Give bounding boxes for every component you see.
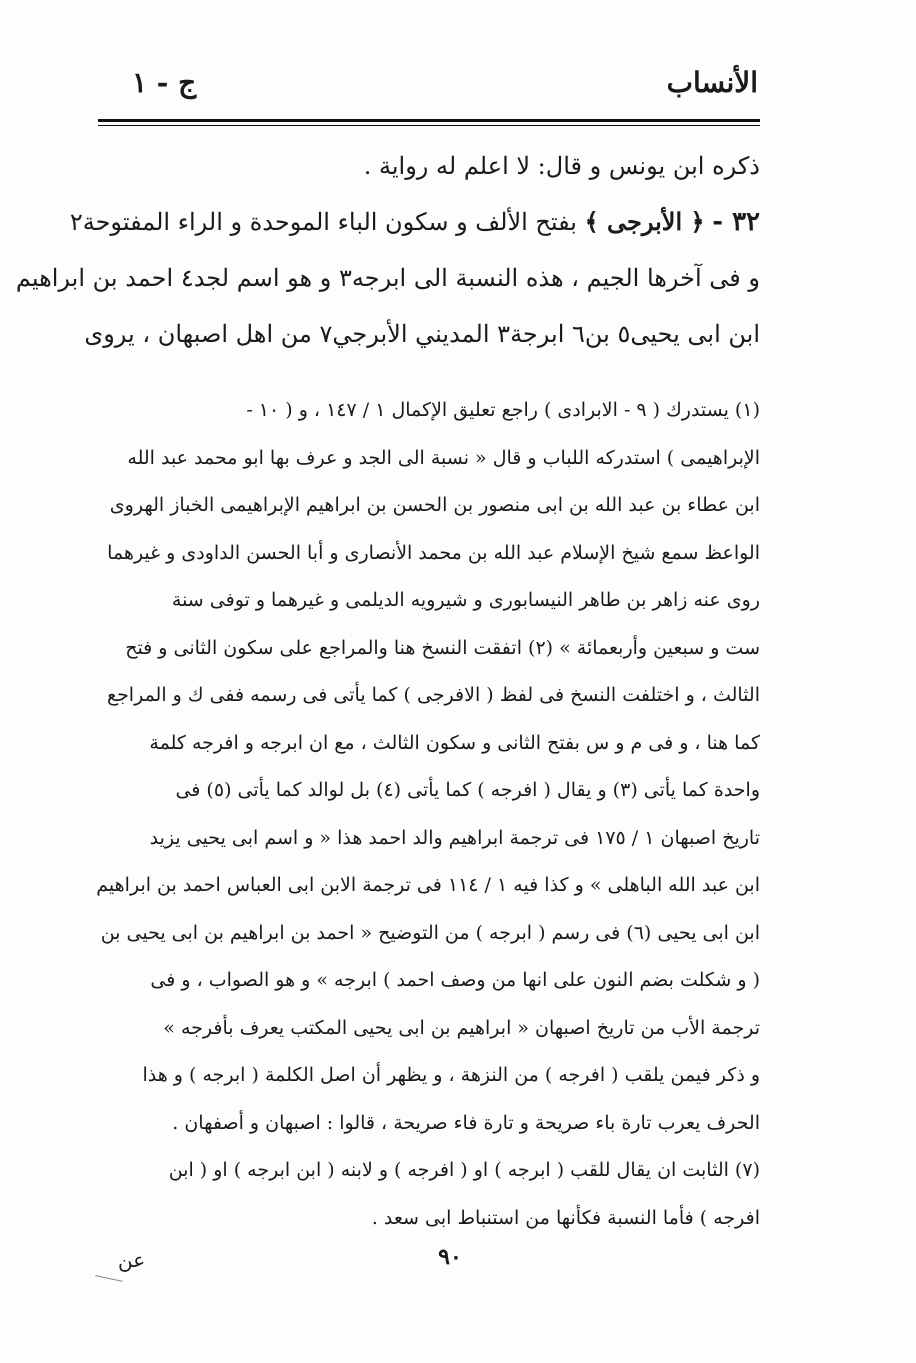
body-line: ذكره ابن يونس و قال: لا اعلم له رواية . [363, 152, 760, 180]
footnote-line: ست و سبعين وأربعمائة » (٢) اتفقت النسخ هنا والمراجع على سكون الثانى و فتح [125, 636, 760, 659]
running-header [98, 62, 758, 112]
footnote-line: افرجه ) فأما النسبة فكأنها من استنباط ابى سعد . [371, 1206, 760, 1229]
footnote-line: كما هنا ، و فى م و س بفتح الثانى و سكون الثالث ، مع ان ابرجه و افرجه كلمة [149, 731, 760, 754]
book-title: الأنساب [666, 66, 758, 99]
main-text [15, 138, 760, 362]
body-line-text: بفتح الألف و سكون الباء الموحدة و الراء المفتوحة٢ [69, 208, 577, 236]
footnote-line: ابن ابى يحيى (٦) فى رسم ( ابرجه ) من التوضيح « احمد بن ابراهيم بن ابى يحيى بن [100, 921, 760, 944]
scan-mark [95, 1275, 123, 1282]
entry-number: ٣٢ - [712, 207, 760, 237]
footnote-line: ابن عطاء بن عبد الله بن ابى منصور بن الحسن بن ابراهيم الإبراهيمى الخباز الهروى [109, 494, 760, 516]
footnote-line: (٧) الثابت ان يقال للقب ( ابرجه ) او ( افرجه ) و لابنه ( ابن ابرجه ) او ( ابن [168, 1159, 760, 1181]
footnote-line: تاريخ اصبهان ١ / ١٧٥ فى ترجمة ابراهيم والد احمد هذا « و اسم ابى يحيى يزيد [149, 826, 760, 849]
footnote-line: ( و شكلت بضم النون على انها من وصف احمد ) ابرجه » و هو الصواب ، و فى [150, 969, 760, 991]
footnote-line: و ذكر فيمن يلقب ( افرجه ) من النزهة ، و يظهر أن اصل الكلمة ( ابرجه ) و هذا [142, 1064, 760, 1086]
page-number: ٩٠ [438, 1244, 462, 1270]
body-line: ابن ابى يحيى٥ بن٦ ابرجة٣ المديني الأبرجي٧ من اهل اصبهان ، يروى [84, 320, 760, 348]
footnotes [96, 387, 760, 1242]
entry-name: ﴿ الأبرجى ﴾ [584, 207, 705, 236]
volume-number: ج - ١ [132, 66, 197, 99]
body-line: و فى آخرها الجيم ، هذه النسبة الى ابرجه٣ و هو اسم لجد٤ احمد بن ابراهيم [15, 264, 760, 292]
header-rule-thin [98, 125, 760, 126]
footnote-line: ترجمة الأب من تاريخ اصبهان « ابراهيم بن ابى يحيى المكتب يعرف بأفرجه » [163, 1016, 760, 1039]
footnote-line: واحدة كما يأتى (٣) و يقال ( افرجه ) كما يأتى (٤) بل لوالد كما يأتى (٥) فى [175, 779, 760, 801]
footnote-line: الواعظ سمع شيخ الإسلام عبد الله بن محمد الأنصارى و أبا الحسن الداودى و غيرهما [107, 541, 760, 564]
entry-heading-line [69, 194, 760, 250]
footnote-line: ابن عبد الله الباهلى » و كذا فيه ١ / ١١٤ فى ترجمة الابن ابى العباس احمد بن ابراهيم [96, 874, 760, 896]
header-rule-thick [98, 119, 760, 122]
footnote-line: (١) يستدرك ( ٩ - الابرادى ) راجع تعليق الإكمال ١ / ١٤٧ ، و ( ١٠ - [246, 399, 760, 421]
footnote-line: الحرف يعرب تارة باء صريحة و تارة فاء صريحة ، قالوا : اصبهان و أصفهان . [172, 1111, 760, 1134]
footnote-line: الإبراهيمى ) استدركه اللباب و قال « نسبة الى الجد و عرف بها ابو محمد عبد الله [127, 446, 760, 469]
footnote-line: روى عنه زاهر بن طاهر النيسابورى و شيرويه الديلمى و غيرهما و توفى سنة [171, 589, 760, 611]
footnote-line: الثالث ، و اختلفت النسخ فى لفظ ( الافرجى ) كما يأتى فى رسمه ففى ك و المراجع [106, 684, 760, 706]
catchword: عن [118, 1248, 146, 1272]
